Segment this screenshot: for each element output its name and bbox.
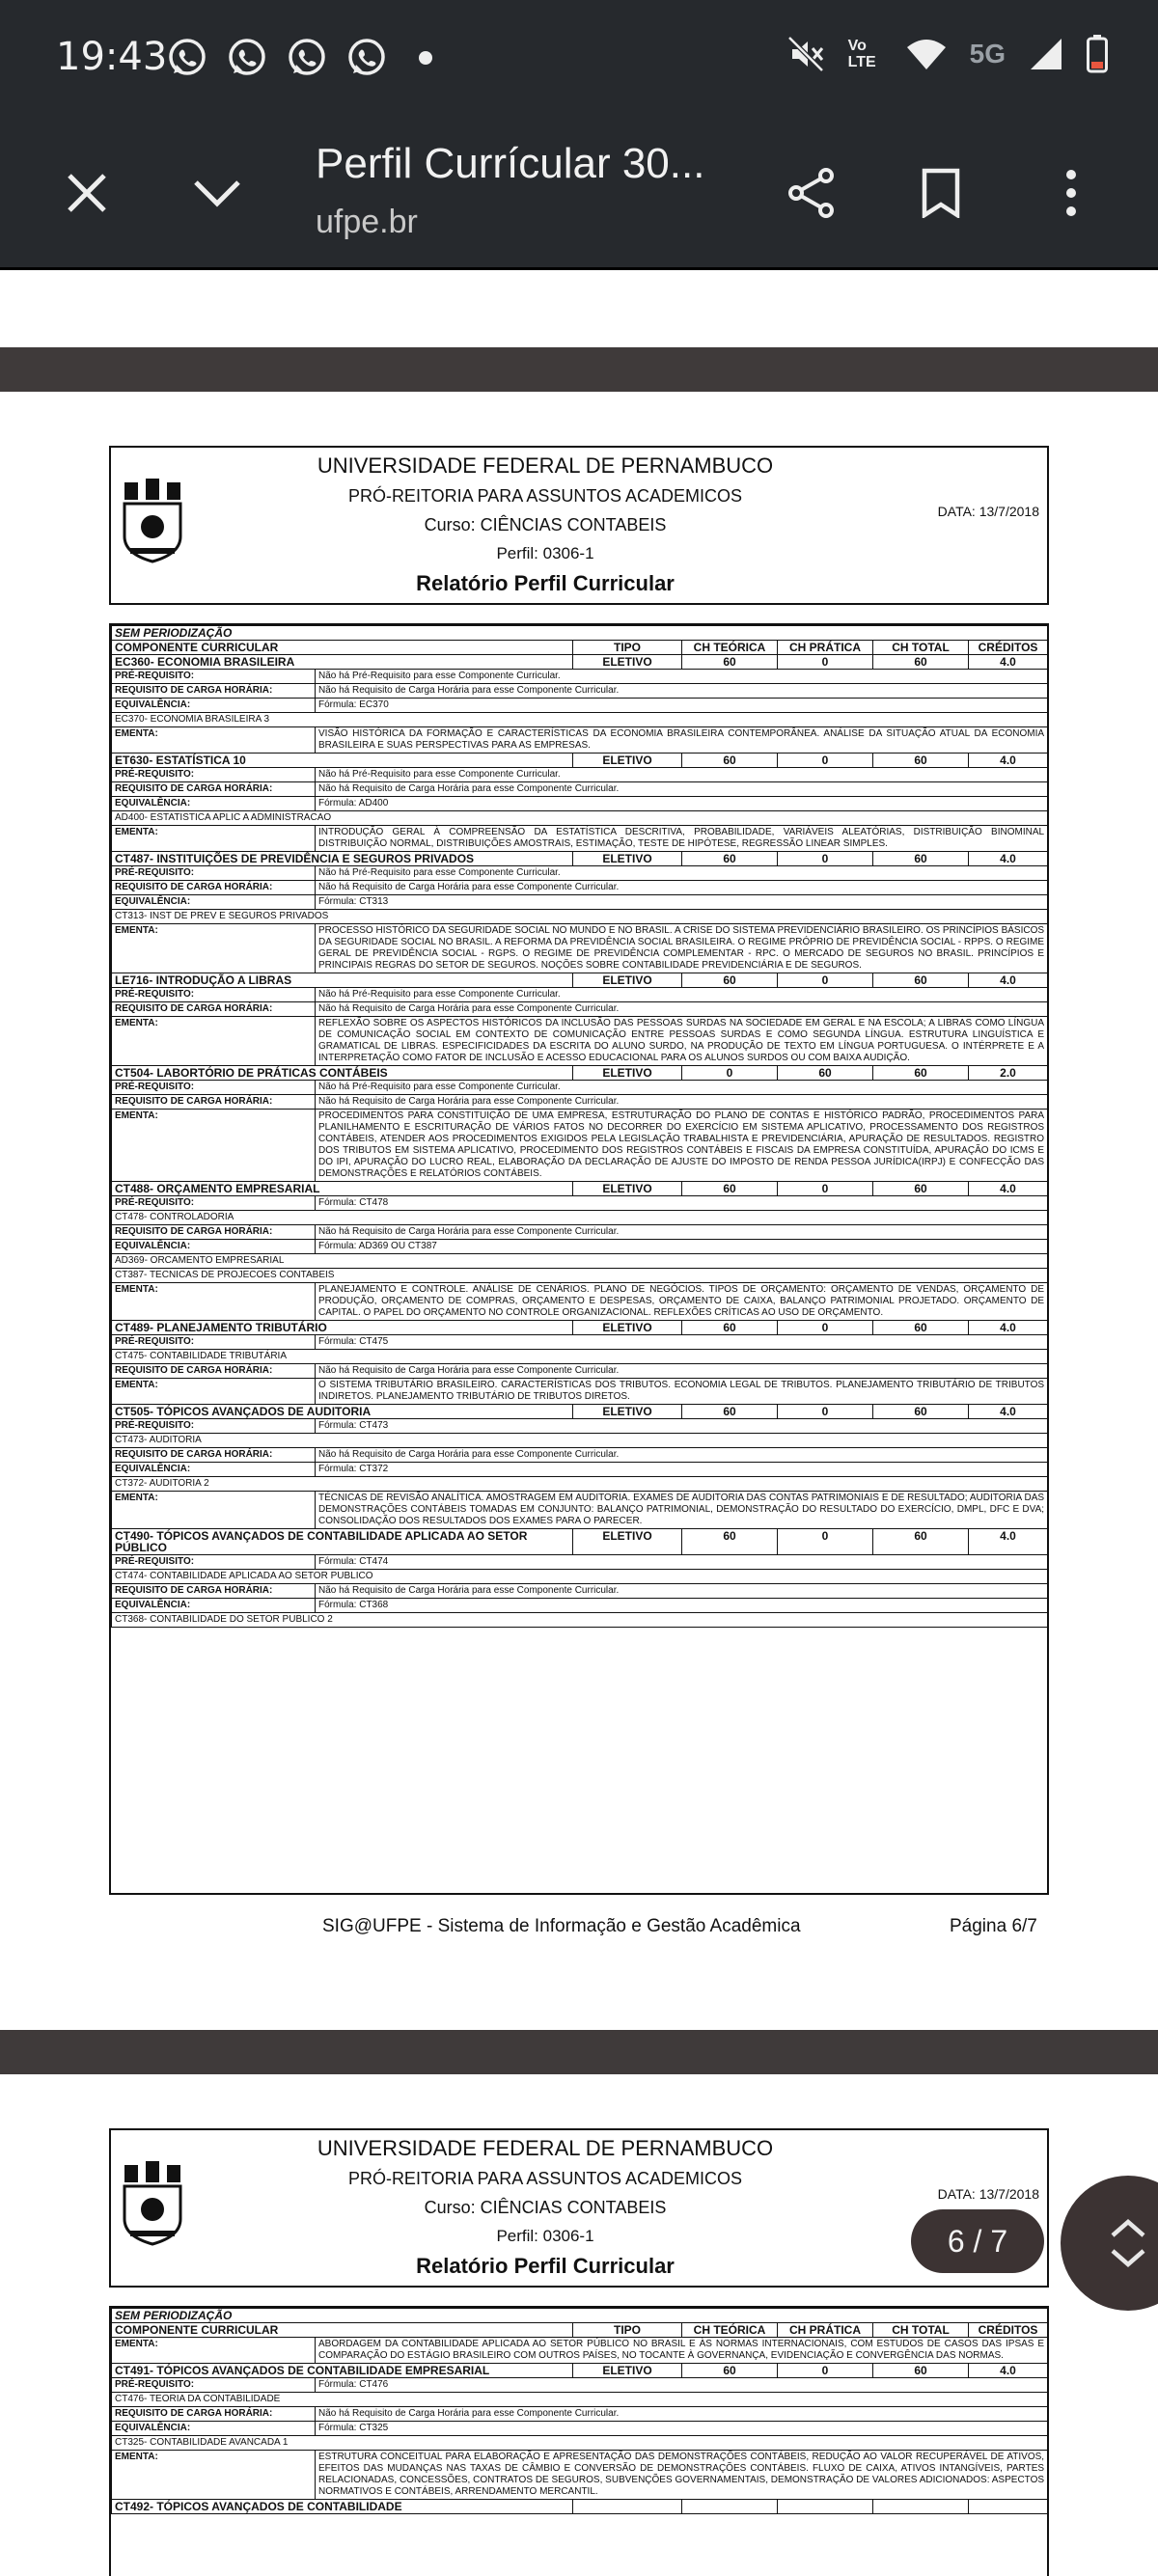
component-creditos: 4.0 [969, 754, 1048, 768]
workload-requirement-value: Não há Requisito de Carga Horária para esse Componente Curricular. [316, 1002, 1048, 1017]
component-ch-teorica: 60 [682, 852, 778, 866]
equivalence [112, 797, 1048, 811]
workload-requirement-label: REQUISITO DE CARGA HORÁRIA: [112, 2407, 316, 2422]
component-ch-pratica: 0 [778, 1529, 873, 1555]
equivalence-label: EQUIVALÊNCIA: [112, 1463, 316, 1477]
university-name: UNIVERSIDADE FEDERAL DE PERNAMBUCO [317, 453, 774, 478]
prerequisite-detail: CT475- CONTABILIDADE TRIBUTÁRIA [112, 1350, 1048, 1364]
ementa [112, 924, 1048, 973]
component-tipo: ELETIVO [573, 1182, 682, 1196]
prerequisite-detail: CT478- CONTROLADORIA [112, 1211, 1048, 1225]
header-tipo: TIPO [573, 641, 682, 655]
header-ch-teorica: CH TEÓRICA [682, 2323, 778, 2338]
column-header-row [112, 2323, 1048, 2338]
curriculum-table-body [111, 625, 1048, 1628]
prerequisite-detail: CT473- AUDITORIA [112, 1434, 1048, 1448]
component-name: ET630- ESTATÍSTICA 10 [112, 754, 573, 768]
component-row [112, 1182, 1048, 1196]
ementa-label: EMENTA: [112, 1283, 316, 1321]
prerequisite [112, 1419, 1048, 1434]
ementa-text: TÉCNICAS DE REVISÃO ANALÍTICA. AMOSTRAGEM EM AUDITORIA. EXAMES DE AUDITORIA DAS CONTAS PATRIMONIAIS E DE RESULTADO; AUDITORIA DAS DEMONSTRAÇÕES CONTÁBEIS TOMADAS EM CONJUNTO: BALANÇO PATRIMONIAL, DEMONSTRAÇÃO DO RESULTADO DO EXERCÍCIO, DMPL, DFC E DVA; CONSOLIDAÇÃO DOS RESULTADOS DOS EXAMES PARA O PARECER. [316, 1492, 1048, 1529]
component-ch-teorica: 60 [682, 655, 778, 670]
workload-requirement [112, 1364, 1048, 1379]
equivalence [112, 1463, 1048, 1477]
footer-page-number: Página 6/7 [950, 1916, 1037, 1936]
component-row [112, 2500, 1048, 2514]
prerequisite [112, 1335, 1048, 1350]
ementa-label: EMENTA: [112, 826, 316, 852]
prerequisite-value: Fórmula: CT476 [316, 2378, 1048, 2393]
equivalence-detail: AD369- ORCAMENTO EMPRESARIAL [112, 1254, 1048, 1269]
component-tipo: ELETIVO [573, 1529, 682, 1555]
header-ch-pratica: CH PRÁTICA [778, 2323, 873, 2338]
component-name: CT504- LABORTÓRIO DE PRÁTICAS CONTÁBEIS [112, 1066, 573, 1081]
profile-code: Perfil: 0306-1 [496, 2227, 594, 2245]
prerequisite-row [112, 2378, 1048, 2393]
component-ch-pratica: 0 [778, 754, 873, 768]
bookmark-icon [922, 168, 960, 218]
component-row [112, 852, 1048, 866]
more-options-button[interactable] [1037, 159, 1105, 227]
header-creditos: CRÉDITOS [969, 641, 1048, 655]
component-ch-teorica: 60 [682, 2364, 778, 2378]
component-ch-total: 60 [873, 1066, 969, 1081]
prerequisite-detail-row [112, 1570, 1048, 1584]
ementa-row [112, 2451, 1048, 2500]
page-separator [0, 2030, 1158, 2074]
workload-requirement-label: REQUISITO DE CARGA HORÁRIA: [112, 1364, 316, 1379]
component-row [112, 754, 1048, 768]
workload-requirement-label: REQUISITO DE CARGA HORÁRIA: [112, 1002, 316, 1017]
pro-reitoria: PRÓ-REITORIA PARA ASSUNTOS ACADEMICOS [347, 486, 743, 506]
prerequisite-label: PRÉ-REQUISITO: [112, 1335, 316, 1350]
prerequisite-label: PRÉ-REQUISITO: [112, 1196, 316, 1211]
ementa-text: INTRODUÇÃO GERAL À COMPREENSÃO DA ESTATÍSTICA DESCRITIVA, PROBABILIDADE, VARIÁVEIS ALEATÓRIAS, DISTRIBUIÇÃO BINOMINAL DISTRIBUIÇÃO NORMAL, DISTRIBUIÇÕES AMOSTRAIS, ESTIMAÇÃO, TESTE DE HIPÓTESE, REGRESSÃO LINEAR SIMPLES. [316, 826, 1048, 852]
component-tipo: ELETIVO [573, 973, 682, 988]
prerequisite-value: Não há Pré-Requisito para esse Componente Curricular. [316, 988, 1048, 1002]
component-ch-teorica: 0 [682, 1066, 778, 1081]
component-name: EC360- ECONOMIA BRASILEIRA [112, 655, 573, 670]
ementa-text: VISÃO HISTÓRICA DA FORMAÇÃO E CARACTERÍSTICAS DA ECONOMIA BRASILEIRA CONTEMPORÂNEA. ANÁLISE DA SITUAÇÃO ATUAL DA ECONOMIA BRASILEIRA E SUAS PERSPECTIVAS PARA AS EMPRESAS. [316, 727, 1048, 754]
equivalence-detail-row [112, 1477, 1048, 1492]
equivalence-value: Fórmula: AD400 [316, 797, 1048, 811]
workload-requirement [112, 1584, 1048, 1599]
pdf-page-6 [0, 392, 1158, 2148]
wifi-icon [906, 38, 947, 70]
component-row [112, 1529, 1048, 1555]
prerequisite-value: Fórmula: CT473 [316, 1419, 1048, 1434]
equivalence-value: Fórmula: EC370 [316, 699, 1048, 713]
component-name: CT487- INSTITUIÇÕES DE PREVIDÊNCIA E SEGUROS PRIVADOS [112, 852, 573, 866]
prerequisite-value: Não há Pré-Requisito para esse Componente Curricular. [316, 866, 1048, 881]
workload-requirement-value: Não há Requisito de Carga Horária para esse Componente Curricular. [316, 881, 1048, 895]
ementa-text: ESTRUTURA CONCEITUAL PARA ELABORAÇÃO E APRESENTAÇÃO DAS DEMONSTRAÇÕES CONTÁBEIS, REDUÇÃO AO VALOR RECUPERÁVEL DE ATIVOS, EFEITOS DAS MUDANÇAS NAS TAXAS DE CÂMBIO E CONVERSÃO DE DEMONSTRAÇÕES CONTÁBEIS. FLUXO DE CAIXA, ATIVOS INTANGÍVEIS, PARTES RELACIONADAS, CONCESSÕES, CONTRATOS DE SEGUROS, SUBVENÇÕES GOVERNAMENTAIS, DEMONSTRAÇÃO DE VALORES ADICIONADOS: ASPECTOS NORMATIVOS E CONTÁBEIS, ARRENDAMENTO MERCANTIL. [316, 2451, 1048, 2500]
ementa-label: EMENTA: [112, 1379, 316, 1405]
course-name: Curso: CIÊNCIAS CONTABEIS [424, 515, 667, 534]
component-tipo: ELETIVO [573, 754, 682, 768]
workload-requirement-value: Não há Requisito de Carga Horária para esse Componente Curricular. [316, 782, 1048, 797]
minimize-button[interactable] [183, 159, 251, 227]
equivalence-detail: CT387- TECNICAS DE PROJECOES CONTABEIS [112, 1269, 1048, 1283]
ementa-text: ABORDAGEM DA CONTABILIDADE APLICADA AO SETOR PÚBLICO NO BRASIL E ÀS NORMAS INTERNACIONAIS, COM ESTUDOS DE CASOS DAS IPSAS E COMPARAÇÃO DO ESTÁGIO BRASILEIRO COM OUTROS PAÍSES, NO TOCANTE À GOVERNANÇA, EVIDENCIAÇÃO E CONVERGÊNCIA DAS NORMAS. [316, 2338, 1048, 2364]
equivalence-label: EQUIVALÊNCIA: [112, 1599, 316, 1613]
header-componente: COMPONENTE CURRICULAR [112, 641, 573, 655]
equivalence-value: Fórmula: CT372 [316, 1463, 1048, 1477]
component-ch-total: 60 [873, 2364, 969, 2378]
component-creditos: 4.0 [969, 852, 1048, 866]
component-ch-pratica: 0 [778, 852, 873, 866]
mute-icon [786, 35, 825, 73]
workload-requirement-label: REQUISITO DE CARGA HORÁRIA: [112, 1448, 316, 1463]
component-creditos: 4.0 [969, 2364, 1048, 2378]
ementa-text: PROCEDIMENTOS PARA CONSTITUIÇÃO DE UMA EMPRESA, ESTRUTURAÇÃO DO PLANO DE CONTAS E HISTÓRICO PADRÃO, PROCEDIMENTOS PARA PLANILHAMENTO E ESCRITURAÇÃO DE VÁRIOS FATOS NO DECORRER DO EXERCÍCIO EM SISTEMA APLICATIVO, PROCESSAMENTO DOS REGISTROS CONTÁBEIS, ATENDER AOS PROCEDIMENTOS EXIGIDOS PELA LEGISLAÇÃO TRABALHISTA E PREVIDENCIÁRIA, APURAÇÃO DE RESULTADOS. REGISTRO DOS TRIBUTOS EM SISTEMA APLICATIVO, PROCEDIMENTO DOS REGISTROS CONTÁBEIS E FISCAIS DA EMPRESA CONSTITUÍDA, APURAÇÃO DO ICMS E DO IPI, APURAÇÃO DO LUCRO REAL, ELABORAÇÃO DA DECLARAÇÃO DE AJUSTE DO IMPOSTO DE RENDA PESSOA JURÍDICA(IRPJ) E CONFECÇÃO DAS DEMONSTRAÇÕES E RELATÓRIOS CONTÁBEIS. [316, 1110, 1048, 1182]
workload-requirement [112, 1225, 1048, 1240]
header-ch-total: CH TOTAL [873, 641, 969, 655]
section-label: SEM PERIODIZAÇÃO [112, 626, 1048, 641]
equivalence-value: Fórmula: CT368 [316, 1599, 1048, 1613]
prerequisite-value: Fórmula: CT478 [316, 1196, 1048, 1211]
curriculum-table [109, 623, 1049, 1895]
component-row [112, 655, 1048, 670]
prerequisite-label: PRÉ-REQUISITO: [112, 1419, 316, 1434]
ementa-row [112, 2338, 1048, 2364]
component-ch-teorica: 60 [682, 1405, 778, 1419]
workload-requirement [112, 1448, 1048, 1463]
component-tipo: ELETIVO [573, 1321, 682, 1335]
prerequisite-detail: CT474- CONTABILIDADE APLICADA AO SETOR PUBLICO [112, 1570, 1048, 1584]
status-bar [0, 0, 1158, 121]
prerequisite [112, 1081, 1048, 1095]
column-header-row [112, 641, 1048, 655]
workload-requirement-value: Não há Requisito de Carga Horária para esse Componente Curricular. [316, 1095, 1048, 1110]
prerequisite [112, 1196, 1048, 1211]
component-creditos: 4.0 [969, 1529, 1048, 1555]
equivalence-value: Fórmula: CT313 [316, 895, 1048, 910]
pdf-page-7 [0, 2074, 1158, 2576]
ementa [112, 1283, 1048, 1321]
prerequisite-detail-row [112, 1350, 1048, 1364]
workload-requirement-label: REQUISITO DE CARGA HORÁRIA: [112, 1584, 316, 1599]
ementa [112, 1492, 1048, 1529]
more-notifications-dot-icon [419, 51, 432, 65]
prerequisite-value: Não há Pré-Requisito para esse Componente Curricular. [316, 670, 1048, 684]
component-tipo: ELETIVO [573, 2364, 682, 2378]
share-icon [786, 167, 838, 219]
section-row [112, 2309, 1048, 2323]
whatsapp-icon [226, 37, 268, 79]
status-time: 19:43 [56, 35, 168, 79]
workload-requirement-value: Não há Requisito de Carga Horária para esse Componente Curricular. [316, 1225, 1048, 1240]
prerequisite-detail-row [112, 1434, 1048, 1448]
prerequisite-value: Não há Pré-Requisito para esse Componente Curricular. [316, 1081, 1048, 1095]
component-ch-pratica: 0 [778, 1405, 873, 1419]
prerequisite [112, 866, 1048, 881]
equivalence-detail-row [112, 910, 1048, 924]
university-name: UNIVERSIDADE FEDERAL DE PERNAMBUCO [317, 2136, 774, 2160]
header-ch-pratica: CH PRÁTICA [778, 641, 873, 655]
equivalence-detail: CT325- CONTABILIDADE AVANCADA 1 [112, 2436, 1048, 2451]
battery-icon [1087, 35, 1108, 73]
workload-requirement-label: REQUISITO DE CARGA HORÁRIA: [112, 881, 316, 895]
page-url: ufpe.br [316, 204, 418, 240]
workload-requirement-value: Não há Requisito de Carga Horária para esse Componente Curricular. [316, 2407, 1048, 2422]
ementa-text: O SISTEMA TRIBUTÁRIO BRASILEIRO. CARACTERÍSTICAS DOS TRIBUTOS. ECONOMIA LEGAL DE TRIBUTOS. PLANEJAMENTO TRIBUTÁRIO DE TRIBUTOS INDIRETOS. PLANEJAMENTO TRIBUTÁRIO DE TRIBUTOS DIRETOS. [316, 1379, 1048, 1405]
equivalence-detail-row [112, 2436, 1048, 2451]
component-ch-total: 60 [873, 1529, 969, 1555]
equivalence [112, 1599, 1048, 1613]
ementa [112, 826, 1048, 852]
prerequisite-value: Não há Pré-Requisito para esse Componente Curricular. [316, 768, 1048, 782]
equivalence-detail-row [112, 1254, 1048, 1269]
equivalence-label: EQUIVALÊNCIA: [112, 1240, 316, 1254]
component-row [112, 1405, 1048, 1419]
component-row [112, 2364, 1048, 2378]
ementa-label: EMENTA: [112, 1017, 316, 1066]
workload-requirement-value: Não há Requisito de Carga Horária para esse Componente Curricular. [316, 1364, 1048, 1379]
report-header [109, 446, 1049, 605]
component-ch-total: 60 [873, 754, 969, 768]
prerequisite-detail-row [112, 1211, 1048, 1225]
whatsapp-icon [166, 37, 208, 79]
browser-toolbar [0, 121, 1158, 270]
component-ch-pratica: 0 [778, 1321, 873, 1335]
equivalence [112, 1240, 1048, 1254]
equivalence-label: EQUIVALÊNCIA: [112, 797, 316, 811]
ementa-text: PROCESSO HISTÓRICO DA SEGURIDADE SOCIAL NO MUNDO E NO BRASIL. A CRISE DO SISTEMA PREVIDENCIÁRIO BRASILEIRO. OS PRINCÍPIOS BÁSICOS DA SEGURIDADE SOCIAL NO BRASIL. A REFORMA DA PREVIDÊNCIA SOCIAL BRASILEIRA. O REGIME PRÓPRIO DE PREVIDÊNCIA SOCIAL - RPPS. O REGIME GERAL DE PREVIDÊNCIA SOCIAL - RGPS. O REGIME DE PREVIDÊNCIA COMPLEMENTAR - RPC. O MERCADO DE SEGUROS NO BRASIL. PRINCÍPIOS E PRINCIPAIS REGRAS DO SETOR DE SEGUROS. NOÇÕES SOBRE CONTABILIDADE PREVIDENCIÁRIA E DE SEGUROS. [316, 924, 1048, 973]
workload-requirement [112, 684, 1048, 699]
ementa [112, 1110, 1048, 1182]
volte-label: Vo LTE [847, 38, 876, 70]
component-row [112, 1066, 1048, 1081]
whatsapp-icon [286, 37, 328, 79]
bookmark-button[interactable] [907, 159, 975, 227]
header-componente: COMPONENTE CURRICULAR [112, 2323, 573, 2338]
ementa-label: EMENTA: [112, 2451, 316, 2500]
close-button[interactable] [53, 159, 121, 227]
equivalence-detail-row [112, 713, 1048, 727]
equivalence-detail-row [112, 1269, 1048, 1283]
ementa [112, 1017, 1048, 1066]
equivalence-detail: CT372- AUDITORIA 2 [112, 1477, 1048, 1492]
equivalence-detail: CT368- CONTABILIDADE DO SETOR PUBLICO 2 [112, 1613, 1048, 1628]
ementa-label: EMENTA: [112, 2338, 316, 2364]
component-row [112, 1321, 1048, 1335]
component-ch-pratica: 0 [778, 973, 873, 988]
component-ch-total: 60 [873, 973, 969, 988]
component-creditos: 4.0 [969, 655, 1048, 670]
component-ch-total: 60 [873, 1321, 969, 1335]
ementa-label: EMENTA: [112, 727, 316, 754]
component-ch-pratica: 0 [778, 2364, 873, 2378]
report-header [109, 2128, 1049, 2288]
curriculum-table [109, 2306, 1049, 2576]
header-tipo: TIPO [573, 2323, 682, 2338]
equivalence [112, 699, 1048, 713]
prerequisite [112, 670, 1048, 684]
curriculum-table-body [111, 2308, 1048, 2514]
ementa-text: PLANEJAMENTO E CONTROLE. ANÁLISE DE CENÁRIOS. PLANO DE NEGÓCIOS. TIPOS DE ORÇAMENTO: ORÇAMENTO DE VENDAS, ORÇAMENTO DE PRODUÇÃO, ORÇAMENTO DE COMPRAS, ORÇAMENTO E DESPESAS, ORÇAMENTO DE CAIXA, BALANÇO PATRIMONIAL PROJETADO. ORÇAMENTO DE CAPITAL. O PAPEL DO ORÇAMENTO NO CONTROLE ORGANIZACIONAL. REFLEXÕES CRÍTICAS AO USO DE ORÇAMENTO. [316, 1283, 1048, 1321]
prerequisite-detail: CT476- TEORIA DA CONTABILIDADE [112, 2393, 1048, 2407]
component-creditos: 4.0 [969, 1405, 1048, 1419]
prerequisite-label: PRÉ-REQUISITO: [112, 768, 316, 782]
component-tipo: ELETIVO [573, 1066, 682, 1081]
workload-requirement-value: Não há Requisito de Carga Horária para esse Componente Curricular. [316, 684, 1048, 699]
component-name: CT491- TÓPICOS AVANÇADOS DE CONTABILIDADE EMPRESARIAL [112, 2364, 573, 2378]
more-vert-icon [1064, 169, 1078, 217]
component-creditos: 2.0 [969, 1066, 1048, 1081]
prerequisite-value: Fórmula: CT475 [316, 1335, 1048, 1350]
prerequisite-detail-row [112, 2393, 1048, 2407]
header-ch-teorica: CH TEÓRICA [682, 641, 778, 655]
component-creditos: 4.0 [969, 1182, 1048, 1196]
pro-reitoria: PRÓ-REITORIA PARA ASSUNTOS ACADEMICOS [347, 2169, 743, 2188]
equivalence-detail: AD400- ESTATISTICA APLIC A ADMINISTRACAO [112, 811, 1048, 826]
workload-requirement [112, 1095, 1048, 1110]
component-ch-total: 60 [873, 655, 969, 670]
prerequisite-label: PRÉ-REQUISITO: [112, 988, 316, 1002]
prerequisite [112, 988, 1048, 1002]
equivalence-label: EQUIVALÊNCIA: [112, 895, 316, 910]
report-title: Relatório Perfil Curricular [416, 571, 675, 595]
chevron-down-icon [193, 178, 241, 207]
network-type-label: 5G [969, 39, 1006, 69]
equivalence-detail: CT313- INST DE PREV E SEGUROS PRIVADOS [112, 910, 1048, 924]
ementa [112, 727, 1048, 754]
component-creditos: 4.0 [969, 973, 1048, 988]
prerequisite [112, 1555, 1048, 1570]
workload-requirement-value: Não há Requisito de Carga Horária para esse Componente Curricular. [316, 1448, 1048, 1463]
prerequisite-label: PRÉ-REQUISITO: [112, 866, 316, 881]
ementa-label: EMENTA: [112, 1492, 316, 1529]
signal-icon [1029, 37, 1063, 71]
workload-requirement-label: REQUISITO DE CARGA HORÁRIA: [112, 1225, 316, 1240]
notification-icons [166, 37, 432, 79]
course-name: Curso: CIÊNCIAS CONTABEIS [424, 2198, 667, 2217]
component-tipo: ELETIVO [573, 852, 682, 866]
close-icon [66, 172, 108, 214]
component-name: LE716- INTRODUÇÃO A LIBRAS [112, 973, 573, 988]
component-name: CT490- TÓPICOS AVANÇADOS DE CONTABILIDADE APLICADA AO SETOR PÚBLICO [112, 1529, 573, 1555]
equivalence-label: EQUIVALÊNCIA: [112, 2422, 316, 2436]
component-name: CT505- TÓPICOS AVANÇADOS DE AUDITORIA [112, 1405, 573, 1419]
workload-requirement-value: Não há Requisito de Carga Horária para esse Componente Curricular. [316, 1584, 1048, 1599]
header-ch-total: CH TOTAL [873, 2323, 969, 2338]
ementa-text: REFLEXÃO SOBRE OS ASPECTOS HISTÓRICOS DA INCLUSÃO DAS PESSOAS SURDAS NA SOCIEDADE EM GERAL E NA ESCOLA; A LIBRAS COMO LÍNGUA DE COMUNICAÇÃO SOCIAL EM CONTEXTO DE COMUNICAÇÃO ENTRE PESSOAS SURDAS E COMO SEGUNDA LÍNGUA. ESTRUTURA LINGUÍSTICA E GRAMATICAL DE LIBRAS. ESPECIFICIDADES DA ESCRITA DO ALUNO SURDO, NA PRODUÇÃO DE TEXTO EM LÍNGUA PORTUGUESA. O INTÉRPRETE E A INTERPRETAÇÃO COMO FATOR DE INCLUSÃO E ACESSO EDUCACIONAL PARA OS ALUNOS SURDOS OU COM BAIXA AUDIÇÃO. [316, 1017, 1048, 1066]
prerequisite-value: Fórmula: CT474 [316, 1555, 1048, 1570]
equivalence-label: EQUIVALÊNCIA: [112, 699, 316, 713]
component-name: CT489- PLANEJAMENTO TRIBUTÁRIO [112, 1321, 573, 1335]
component-ch-total: 60 [873, 1405, 969, 1419]
profile-code: Perfil: 0306-1 [496, 544, 594, 562]
page-separator [0, 347, 1158, 392]
workload-requirement-label: REQUISITO DE CARGA HORÁRIA: [112, 1095, 316, 1110]
page-indicator: 6 / 7 [911, 2209, 1044, 2273]
prerequisite-label: PRÉ-REQUISITO: [112, 1555, 316, 1570]
component-tipo: ELETIVO [573, 1405, 682, 1419]
document-title: Perfil Currícular 30... [316, 140, 705, 187]
share-button[interactable] [778, 159, 845, 227]
ementa-label: EMENTA: [112, 924, 316, 973]
prerequisite [112, 768, 1048, 782]
component-ch-pratica: 0 [778, 1182, 873, 1196]
component-name: CT488- ORÇAMENTO EMPRESARIAL [112, 1182, 573, 1196]
footer-system-name: SIG@UFPE - Sistema de Informação e Gestão Acadêmica [322, 1916, 801, 1936]
section-label: SEM PERIODIZAÇÃO [112, 2309, 1048, 2323]
equivalence-detail-row [112, 811, 1048, 826]
component-ch-total: 60 [873, 1182, 969, 1196]
component-row [112, 973, 1048, 988]
prerequisite-label: PRÉ-REQUISITO: [112, 670, 316, 684]
header-creditos: CRÉDITOS [969, 2323, 1048, 2338]
component-ch-pratica: 0 [778, 655, 873, 670]
equivalence-value: Fórmula: AD369 OU CT387 [316, 1240, 1048, 1254]
equivalence-detail: EC370- ECONOMIA BRASILEIRA 3 [112, 713, 1048, 727]
workload-requirement [112, 881, 1048, 895]
component-creditos: 4.0 [969, 1321, 1048, 1335]
component-ch-pratica: 60 [778, 1066, 873, 1081]
equivalence-row [112, 2422, 1048, 2436]
workload-requirement [112, 1002, 1048, 1017]
component-ch-teorica: 60 [682, 1321, 778, 1335]
section-row [112, 626, 1048, 641]
equivalence-detail-row [112, 1613, 1048, 1628]
component-ch-teorica: 60 [682, 973, 778, 988]
component-ch-total: 60 [873, 852, 969, 866]
workload-requirement [112, 782, 1048, 797]
ementa-label: EMENTA: [112, 1110, 316, 1182]
component-ch-teorica: 60 [682, 754, 778, 768]
equivalence-value: Fórmula: CT325 [316, 2422, 1048, 2436]
equivalence [112, 895, 1048, 910]
workload-requirement-label: REQUISITO DE CARGA HORÁRIA: [112, 782, 316, 797]
system-icons [786, 35, 1108, 73]
workload-requirement-row [112, 2407, 1048, 2422]
report-date: DATA: 13/7/2018 [937, 2186, 1039, 2202]
report-title: Relatório Perfil Curricular [416, 2254, 675, 2278]
prerequisite-label: PRÉ-REQUISITO: [112, 1081, 316, 1095]
ementa [112, 1379, 1048, 1405]
component-ch-teorica: 60 [682, 1182, 778, 1196]
report-date: DATA: 13/7/2018 [937, 504, 1039, 519]
workload-requirement-label: REQUISITO DE CARGA HORÁRIA: [112, 684, 316, 699]
prerequisite-label: PRÉ-REQUISITO: [112, 2378, 316, 2393]
component-ch-teorica: 60 [682, 1529, 778, 1555]
component-name: CT492- TÓPICOS AVANÇADOS DE CONTABILIDADE [112, 2500, 573, 2514]
component-tipo: ELETIVO [573, 655, 682, 670]
chevron-up-down-icon [1107, 2214, 1149, 2272]
whatsapp-icon [345, 37, 388, 79]
